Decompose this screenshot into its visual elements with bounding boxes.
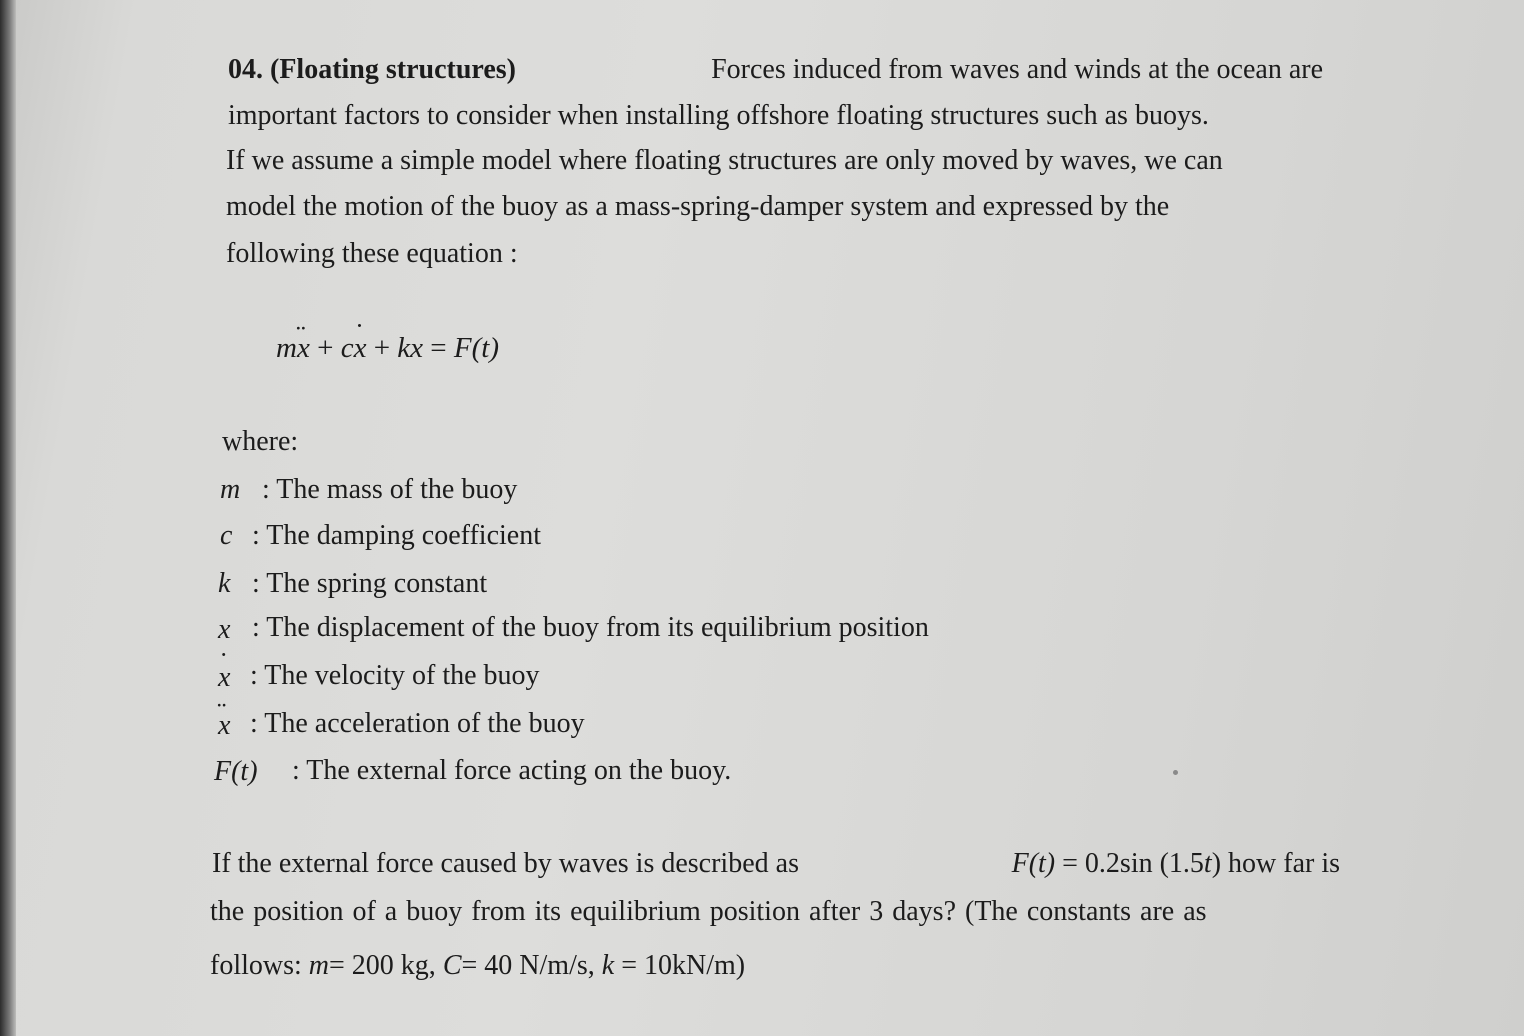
const-m-value: = 200 kg, [329,950,436,981]
problem-line-2: important factors to consider when installing offshore floating structures such as buoys. [228,100,1209,131]
question-t: t [1203,848,1212,879]
problem-line-1 [228,56,1323,84]
var-desc-xdot: : The velocity of the buoy [250,660,540,691]
question-line-3 [210,952,745,980]
question-force-value: = 0.2sin (1.5 [1062,848,1204,879]
problem-line-1-rest: Forces induced from waves and winds at the ocean are [711,54,1323,85]
const-c-symbol: C [442,950,462,981]
question-line-2 [210,898,1342,926]
question-line-1-c: ) how far is [1211,848,1340,879]
eq-plus-2: + [366,332,398,364]
var-symbol-m: m [220,474,241,505]
eq-mass-symbol: m [276,332,297,364]
question-line-1-a: If the external force caused by waves is described as [212,848,799,879]
const-k-value: = 10kN/m) [621,950,746,981]
where-label: where: [222,426,299,457]
var-symbol-xddot: ¨ x [218,710,230,742]
page-shadow-edge [0,0,16,1036]
var-desc-x: : The displacement of the buoy from its equilibrium position [252,612,929,643]
var-desc-c: : The damping coefficient [252,520,541,551]
var-symbol-force: F(t) [214,756,258,787]
var-symbol-k: k [218,568,231,599]
problem-title: (Floating structures) [270,54,516,85]
var-symbol-x: x [218,614,231,645]
eq-acceleration-symbol: ¨ x [297,332,310,365]
var-symbol-c: c [220,520,233,551]
eq-force-term: F(t) [453,332,499,364]
var-desc-xddot: : The acceleration of the buoy [250,708,585,739]
problem-line-4: model the motion of the buoy as a mass-spring-damper system and expressed by the [226,191,1170,222]
problem-line-3: If we assume a simple model where floating structures are only moved by waves, we can [226,145,1223,176]
const-m-symbol: m [308,950,330,981]
governing-equation [276,332,499,365]
problem-line-5: following these equation : [226,238,518,269]
question-line-1 [212,850,1340,878]
var-desc-k: : The spring constant [252,568,488,599]
problem-number: 04. [228,54,263,85]
eq-equals: = [423,332,454,364]
question-follows: follows: [210,950,302,981]
var-desc-m: : The mass of the buoy [262,474,518,505]
const-k-symbol: k [601,950,615,981]
question-line-2-text: the position of a buoy from its equilibrium position after 3 days? (The constants are as [210,896,1207,927]
eq-velocity-symbol: ˙ x [354,332,367,365]
const-c-value: = 40 N/m/s, [461,950,595,981]
eq-damping-symbol: c [340,332,354,364]
eq-plus-1: + [309,332,341,364]
var-symbol-xdot: ˙ x [218,662,230,694]
question-force: F(t) [1011,848,1056,879]
stray-mark [1173,770,1178,775]
var-desc-force: : The external force acting on the buoy. [292,755,732,786]
eq-spring-term: kx [397,332,424,364]
